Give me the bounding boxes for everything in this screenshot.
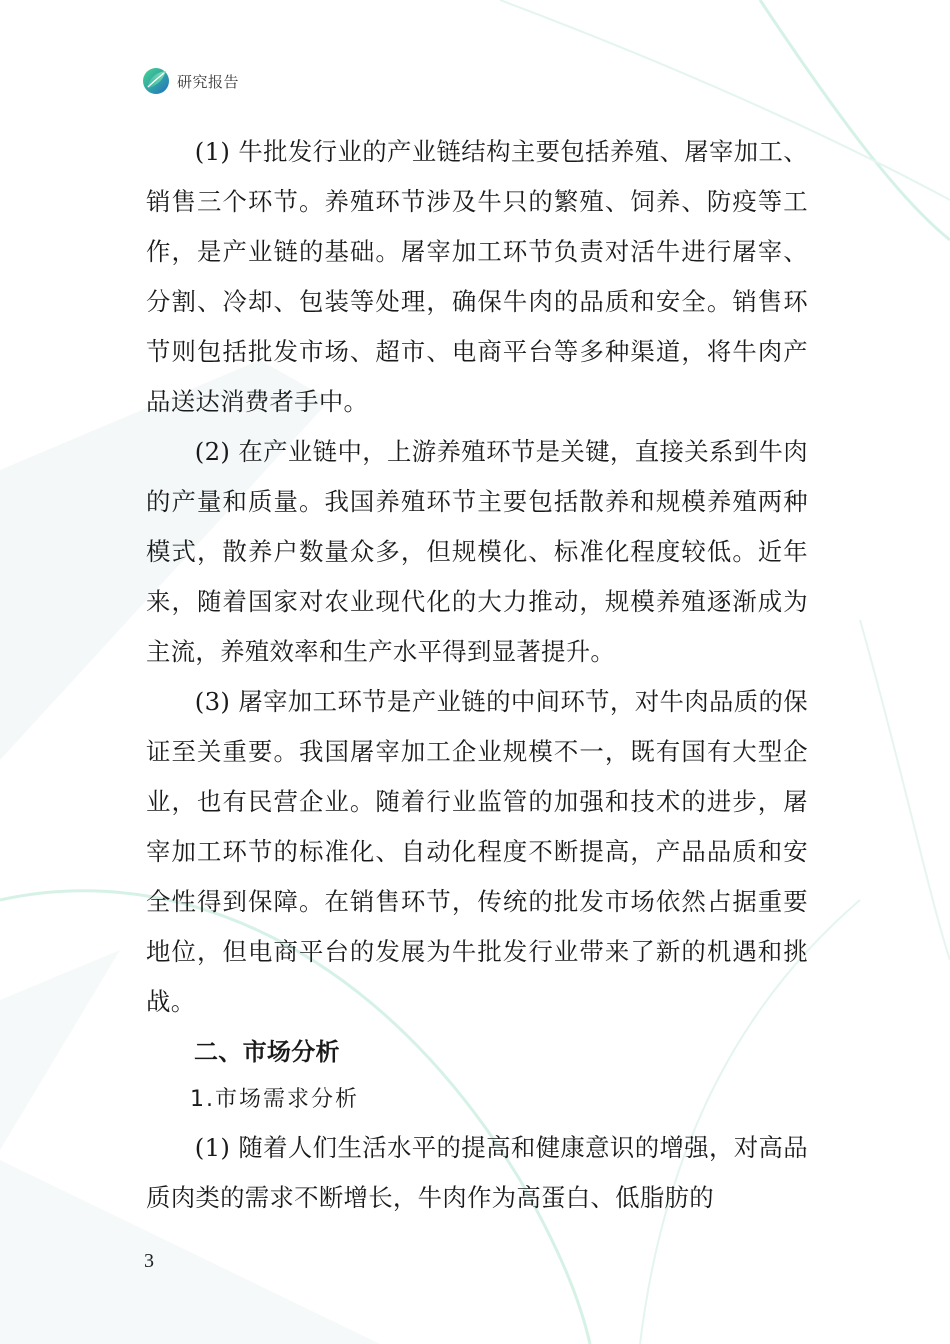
paragraph-3: (3) 屠宰加工环节是产业链的中间环节，对牛肉品质的保证至关重要。我国屠宰加工企业规模不一，既有国有大型企业，也有民营企业。随着行业监管的加强和技术的进步，屠宰加工环节的标准化、自动化程度不断提高，产品品质和安全性得到保障。在销售环节，传统的批发市场依然占据重要地位，但电商平台的发展为牛批发行业带来了新的机遇和挑战。	[146, 687, 808, 1016]
paragraph-1: (1) 牛批发行业的产业链结构主要包括养殖、屠宰加工、销售三个环节。养殖环节涉及牛只的繁殖、饲养、防疫等工作，是产业链的基础。屠宰加工环节负责对活牛进行屠宰、分割、冷却、包装等处理，确保牛肉的品质和安全。销售环节则包括批发市场、超市、电商平台等多种渠道，将牛肉产品送达消费者手中。	[146, 137, 808, 416]
report-header	[141, 66, 239, 96]
paragraph-2: (2) 在产业链中，上游养殖环节是关键，直接关系到牛肉的产量和质量。我国养殖环节主要包括散养和规模养殖两种模式，散养户数量众多，但规模化、标准化程度较低。近年来，随着国家对农业现代化的大力推动，规模养殖逐渐成为主流，养殖效率和生产水平得到显著提升。	[146, 437, 808, 666]
page-number: 3	[144, 1250, 154, 1272]
gradient-leaf-logo-icon	[141, 66, 171, 96]
section-heading: 二、市场分析	[194, 1038, 340, 1066]
subsection-heading: 1.市场需求分析	[190, 1087, 359, 1112]
paragraph-4: (1) 随着人们生活水平的提高和健康意识的增强，对高品质肉类的需求不断增长，牛肉作为高蛋白、低脂肪的	[146, 1133, 808, 1212]
header-label: 研究报告	[177, 72, 240, 91]
report-body	[146, 127, 808, 1223]
